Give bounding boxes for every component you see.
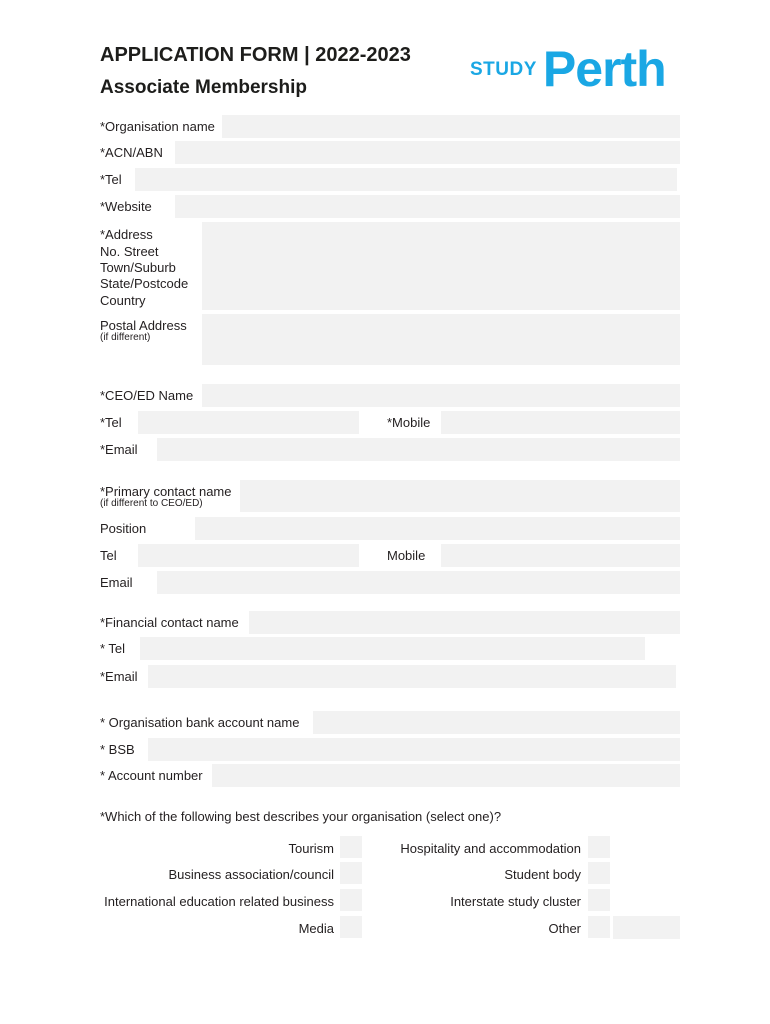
ceo-tel-field[interactable] — [138, 411, 359, 434]
address-town-label: Town/Suburb — [100, 260, 176, 275]
primary-mobile-field[interactable] — [441, 544, 680, 567]
study-perth-logo — [470, 41, 666, 97]
bsb-field[interactable] — [148, 738, 680, 761]
address-label: *Address — [100, 227, 153, 242]
primary-contact-name-label: *Primary contact name — [100, 484, 232, 499]
acn-abn-field[interactable] — [175, 141, 680, 164]
financial-tel-label: * Tel — [100, 641, 126, 656]
option-international-education-label: International education related business — [104, 894, 334, 909]
organisation-name-label: *Organisation name — [100, 119, 215, 134]
logo-study-text: STUDY — [470, 59, 537, 80]
organisation-tel-label: *Tel — [100, 172, 122, 187]
primary-contact-name-field[interactable] — [240, 480, 680, 512]
postal-address-note: (if different) — [100, 332, 151, 343]
address-country-label: Country — [100, 293, 146, 308]
account-number-label: * Account number — [100, 768, 203, 783]
ceo-tel-label: *Tel — [100, 415, 122, 430]
postal-address-field[interactable] — [202, 314, 680, 365]
ceo-email-label: *Email — [100, 442, 138, 457]
option-media-label: Media — [298, 921, 334, 936]
website-label: *Website — [100, 199, 152, 214]
org-type-question: *Which of the following best describes your organisation (select one)? — [100, 809, 502, 824]
bank-account-name-label: * Organisation bank account name — [100, 715, 300, 730]
option-student-body-label: Student body — [504, 867, 581, 882]
organisation-tel-field[interactable] — [135, 168, 677, 191]
financial-contact-name-field[interactable] — [249, 611, 680, 634]
option-tourism-label: Tourism — [288, 841, 334, 856]
option-other-label: Other — [548, 921, 581, 936]
financial-email-field[interactable] — [148, 665, 676, 688]
address-state-label: State/Postcode — [100, 276, 189, 291]
website-field[interactable] — [175, 195, 680, 218]
option-interstate-cluster-label: Interstate study cluster — [450, 894, 581, 909]
option-student-body-checkbox[interactable] — [588, 862, 610, 884]
financial-tel-field[interactable] — [140, 637, 645, 660]
position-label: Position — [100, 521, 147, 536]
financial-contact-name-label: *Financial contact name — [100, 615, 239, 630]
ceo-mobile-label: *Mobile — [387, 415, 431, 430]
address-field[interactable] — [202, 222, 680, 310]
ceo-mobile-field[interactable] — [441, 411, 680, 434]
acn-abn-label: *ACN/ABN — [100, 145, 163, 160]
position-field[interactable] — [195, 517, 680, 540]
option-hospitality-checkbox[interactable] — [588, 836, 610, 858]
financial-email-label: *Email — [100, 669, 138, 684]
primary-email-field[interactable] — [157, 571, 680, 594]
option-other-checkbox[interactable] — [588, 916, 610, 938]
ceo-email-field[interactable] — [157, 438, 680, 461]
organisation-name-field[interactable] — [222, 115, 680, 138]
logo-perth-text: Perth — [542, 41, 666, 97]
address-street-label: No. Street — [100, 244, 159, 259]
option-tourism-checkbox[interactable] — [340, 836, 362, 858]
primary-email-label: Email — [100, 575, 133, 590]
form-title: APPLICATION FORM | 2022-2023 — [100, 44, 411, 66]
postal-address-label: Postal Address — [100, 318, 187, 333]
other-specify-field[interactable] — [613, 916, 680, 939]
ceo-name-field[interactable] — [202, 384, 680, 407]
primary-mobile-label: Mobile — [387, 548, 426, 563]
primary-tel-label: Tel — [100, 548, 117, 563]
option-business-association-label: Business association/council — [168, 867, 334, 882]
form-subtitle: Associate Membership — [100, 77, 307, 98]
option-hospitality-label: Hospitality and accommodation — [400, 841, 581, 856]
account-number-field[interactable] — [212, 764, 680, 787]
option-international-education-checkbox[interactable] — [340, 889, 362, 911]
primary-tel-field[interactable] — [138, 544, 359, 567]
bank-account-name-field[interactable] — [313, 711, 680, 734]
option-business-association-checkbox[interactable] — [340, 862, 362, 884]
ceo-name-label: *CEO/ED Name — [100, 388, 194, 403]
primary-contact-note: (if different to CEO/ED) — [100, 498, 203, 509]
bsb-label: * BSB — [100, 742, 135, 757]
option-interstate-cluster-checkbox[interactable] — [588, 889, 610, 911]
option-media-checkbox[interactable] — [340, 916, 362, 938]
